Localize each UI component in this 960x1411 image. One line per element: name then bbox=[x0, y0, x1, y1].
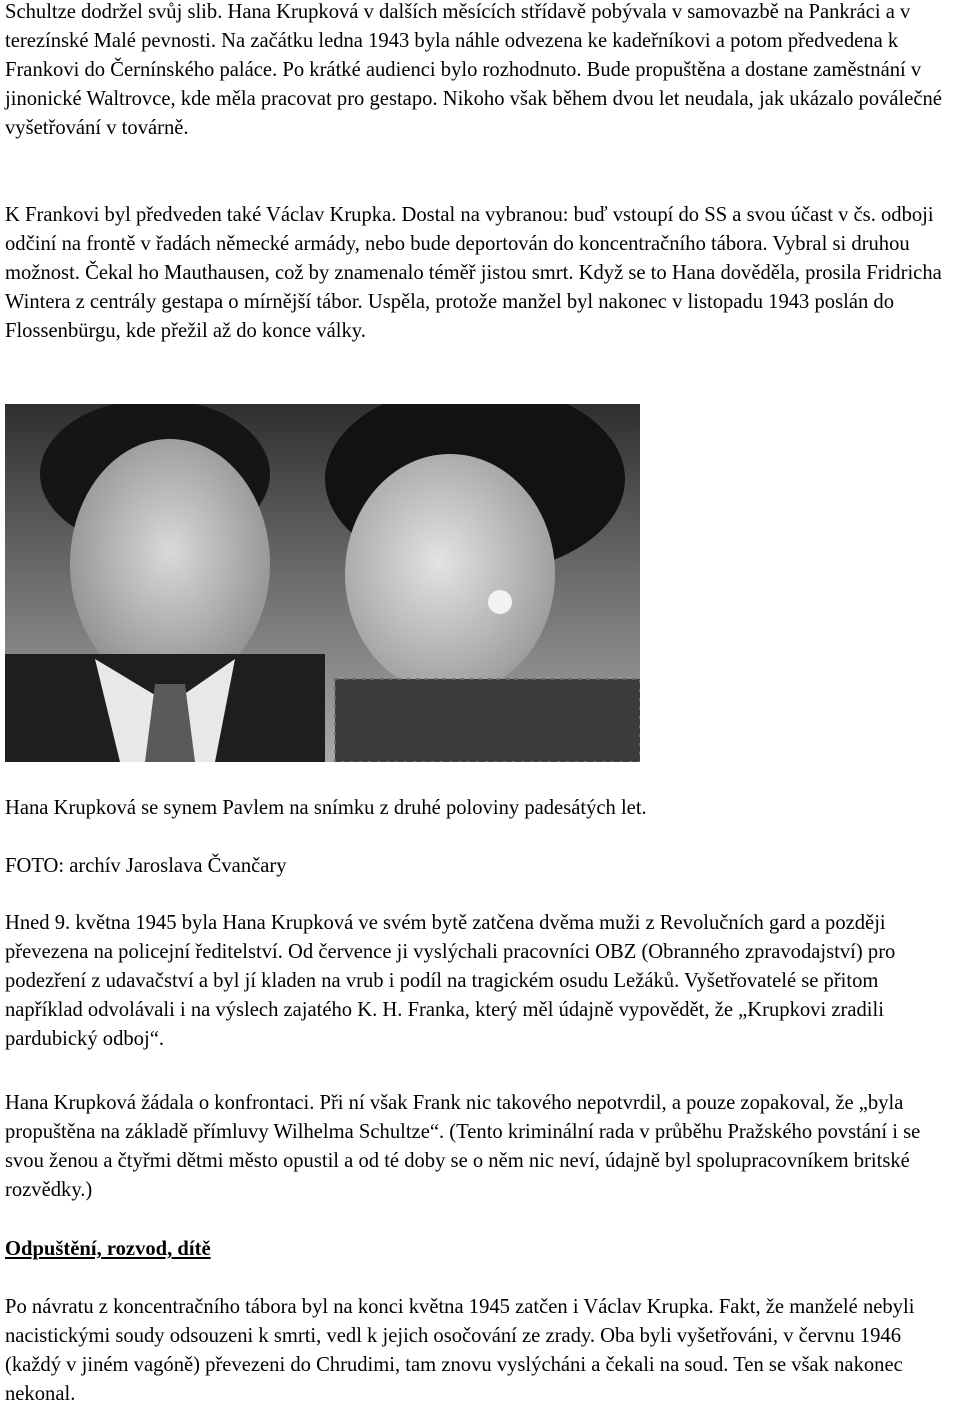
photo-hana-and-pavel bbox=[5, 404, 640, 762]
photo-illustration bbox=[5, 404, 640, 762]
paragraph-confrontation: Hana Krupková žádala o konfrontaci. Při ní však Frank nic takového nepotvrdil, a pouze zopakoval, že „byla propuštěna na základě přímluvy Wilhelma Schultze“. (Tento kriminální rada v průběhu Pražského povstání i se svou ženou a čtyřmi dětmi město opustil a od té doby se o něm nic neví, údajně byl spolupracovníkem britské rozvědky.) bbox=[5, 1092, 921, 1201]
paragraph-vaclav-krupka: K Frankovi byl předveden také Václav Krupka. Dostal na vybranou: buď vstoupí do SS a svou účast v čs. odboji odčiní na frontě v řadách německé armády, nebo bude deportován do koncentračního tábora. Vybral si druhou možnost. Čekal ho Mauthausen, což by znamenalo téměř jistou smrt. Když se to Hana dověděla, prosila Fridricha Wintera z centrály gestapa o mírnější tábor. Uspěla, protože manžel byl nakonec v listopadu 1943 poslán do Flossenbürgu, kde přežil až do konce války. bbox=[5, 204, 942, 342]
photo-credit: FOTO: archív Jaroslava Čvančary bbox=[5, 855, 287, 877]
paragraph-return: Po návratu z koncentračního tábora byl na konci května 1945 zatčen i Václav Krupka. Fakt, že manželé nebyli nacistickými soudy odsouzeni k smrti, vedl k jejich osočování ze zrady. Oba byli vyšetřováni, v červnu 1946 (každý v jiném vagóně) převezeni do Chrudimi, tam znovu vyslýcháni a čekali na soud. Ten se však nakonec nekonal. bbox=[5, 1296, 915, 1405]
photo-caption: Hana Krupková se synem Pavlem na snímku z druhé poloviny padesátých let. bbox=[5, 797, 647, 819]
paragraph-arrest: Hned 9. května 1945 byla Hana Krupková ve svém bytě zatčena dvěma muži z Revolučních gard a později převezena na policejní ředitelství. Od července ji vyslýchali pracovníci OBZ (Obranného zpravodajství) pro podezření z udavačství a byl jí kladen na vrub i podíl na tragickém osudu Ležáků. Vyšetřovatelé se přitom například odvolávali i na výslech zajatého K. H. Franka, který měl údajně vypovědět, že „Krupkovi zradili pardubický odboj“. bbox=[5, 912, 896, 1050]
paragraph-release: Schultze dodržel svůj slib. Hana Krupková v dalších měsících střídavě pobývala v samovazbě na Pankráci a v terezínské Malé pevnosti. Na začátku ledna 1943 byla náhle odvezena ke kadeřníkovi a potom předvedena k Frankovi do Černínského paláce. Po krátké audienci bylo rozhodnuto. Bude propuštěna a dostane zaměstnání v jinonické Waltrovce, kde měla pracovat pro gestapo. Nikoho však během dvou let neudala, jak ukázalo poválečné vyšetřování v továrně. bbox=[5, 1, 942, 139]
section-heading: Odpuštění, rozvod, dítě bbox=[5, 1238, 211, 1260]
